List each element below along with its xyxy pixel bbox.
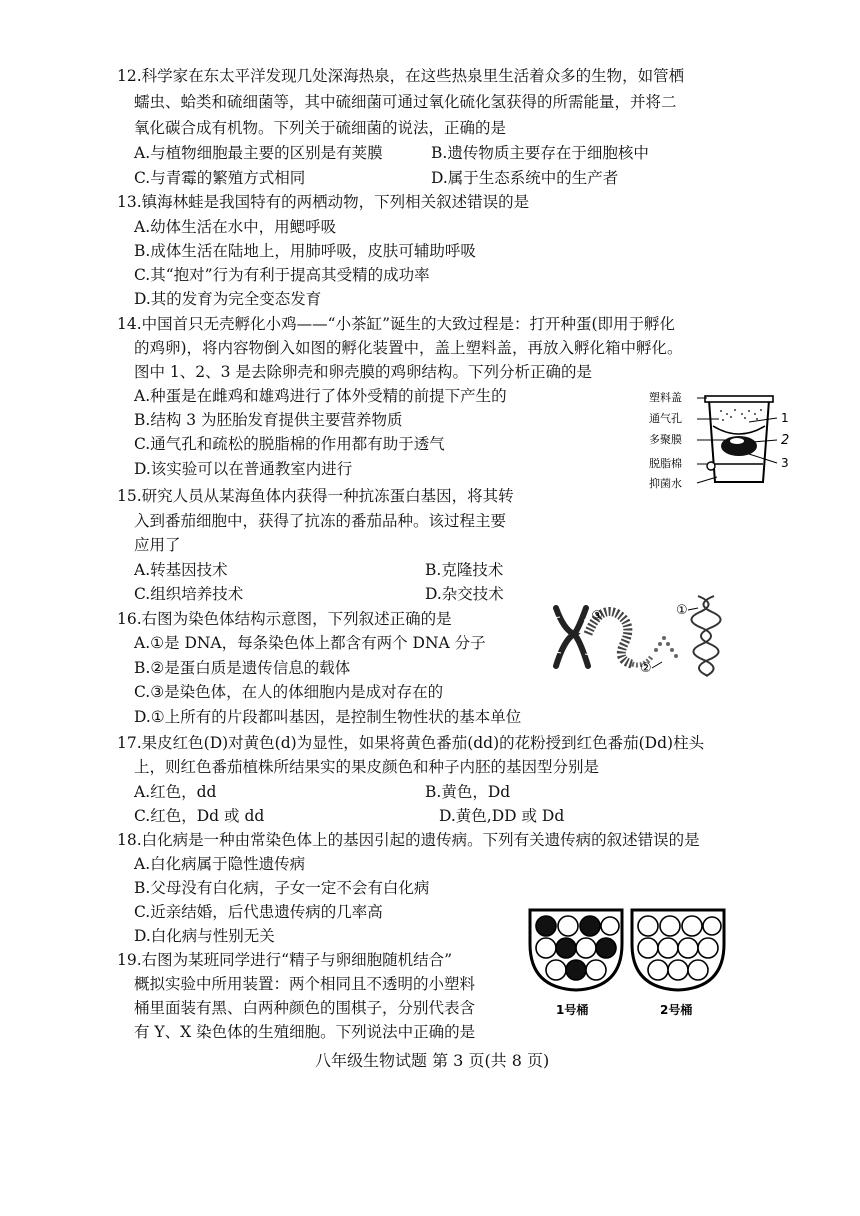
- q15-option-b: B.克隆技术: [425, 561, 504, 579]
- leader-mark-2: [652, 662, 662, 668]
- bucket-2-label: 2号桶: [660, 1003, 693, 1017]
- q18-option-d: D.白化病与性别无关: [134, 927, 275, 945]
- q16-stem: 16.右图为染色体结构示意图，下列叙述正确的是: [117, 610, 452, 628]
- bucket-2-pieces: [638, 916, 721, 980]
- q12-stem-line1: 12.科学家在东太平洋发现几处深海热泉，在这些热泉里生活着众多的生物，如管栖: [117, 67, 685, 85]
- incubator-lid: [705, 396, 773, 402]
- label-film: 多聚膜: [649, 433, 682, 446]
- q19-stem-line3: 桶里面装有黑、白两种颜色的围棋子，分别代表含: [134, 999, 476, 1017]
- q14-option-b: B.结构 3 为胚胎发育提供主要营养物质: [134, 411, 403, 429]
- q18-option-b: B.父母没有白化病，子女一定不会有白化病: [134, 879, 430, 897]
- label-vent: 通气孔: [649, 412, 682, 425]
- egg-embryo: [730, 438, 744, 444]
- label-cotton: 脱脂棉: [649, 457, 682, 470]
- q12-stem-line2: 蠕虫、蛤类和硫细菌等，其中硫细菌可通过氧化硫化氢获得的所需能量，并将二: [134, 93, 677, 111]
- q13-option-d: D.其的发育为完全变态发育: [134, 290, 322, 308]
- q12-option-b: B.遗传物质主要存在于细胞核中: [431, 144, 649, 162]
- q14-option-c: C.通气孔和疏松的脱脂棉的作用都有助于透气: [134, 435, 445, 453]
- incubator-figure: [645, 384, 795, 494]
- label-water: 抑菌水: [649, 477, 682, 490]
- air-hole: [707, 462, 715, 470]
- chromosome-figure: [548, 590, 738, 678]
- q14-option-d: D.该实验可以在普通教室内进行: [134, 460, 353, 478]
- q17-option-a: A.红色，dd: [134, 783, 217, 801]
- q15-stem-line1: 15.研究人员从某海鱼体内获得一种抗冻蛋白基因，将其转: [117, 487, 514, 505]
- q15-stem-line3: 应用了: [134, 536, 181, 554]
- q13-option-b: B.成体生活在陆地上，用肺呼吸，皮肤可辅助呼吸: [134, 242, 476, 260]
- q17-option-c: C.红色，Dd 或 dd: [134, 807, 265, 825]
- chromosome-x: [556, 608, 588, 666]
- mark-1: ①: [676, 603, 688, 618]
- q19-stem-line2: 概拟实验中所用装置：两个相同且不透明的小塑料: [134, 975, 476, 993]
- q17-option-d: D.黄色,DD 或 Dd: [439, 807, 565, 825]
- label-num-1: 1: [781, 411, 789, 425]
- q12-option-d: D.属于生态系统中的生产者: [431, 169, 619, 187]
- q18-option-a: A.白化病属于隐性遗传病: [134, 855, 306, 873]
- q19-stem-line4: 有 Y、X 染色体的生殖细胞。下列说法中正确的是: [134, 1023, 476, 1041]
- label-lid: 塑料盖: [649, 391, 682, 404]
- label-num-2: 2: [781, 433, 790, 448]
- mark-2: ②: [640, 661, 652, 676]
- q12-option-c: C.与青霉的繁殖方式相同: [134, 169, 306, 187]
- bucket-1-label: 1号桶: [556, 1003, 589, 1017]
- leader-mark-1: [688, 608, 698, 610]
- q15-stem-line2: 入到番茄细胞中，获得了抗冻的番茄品种。该过程主要: [134, 512, 507, 530]
- q14-stem-line2: 的鸡卵)，将内容物倒入如图的孵化装置中，盖上塑料盖，再放入孵化箱中孵化。: [134, 339, 683, 357]
- page-footer: 八年级生物试题 第 3 页(共 8 页): [315, 1051, 550, 1070]
- q18-stem: 18.白化病是一种由常染色体上的基因引起的遗传病。下列有关遗传病的叙述错误的是: [117, 831, 700, 849]
- q17-option-b: B.黄色，Dd: [425, 783, 511, 801]
- q12-option-a: A.与植物细胞最主要的区别是有荚膜: [134, 144, 383, 162]
- q14-option-a: A.种蛋是在雌鸡和雄鸡进行了体外受精的前提下产生的: [134, 387, 507, 405]
- q12-stem-line3: 氧化碳合成有机物。下列关于硫细菌的说法，正确的是: [134, 119, 507, 137]
- q16-option-d: D.①上所有的片段都叫基因，是控制生物性状的基本单位: [134, 708, 522, 726]
- q13-stem: 13.镇海林蛙是我国特有的两栖动物，下列相关叙述错误的是: [117, 193, 530, 211]
- q14-stem-line1: 14.中国首只无壳孵化小鸡——“小茶缸”诞生的大致过程是：打开种蛋(即用于孵化: [117, 315, 676, 333]
- q13-option-c: C.其“抱对”行为有利于提高其受精的成功率: [134, 266, 430, 284]
- q15-option-d: D.杂交技术: [425, 585, 504, 603]
- q13-option-a: A.幼体生活在水中，用鳃呼吸: [134, 218, 337, 236]
- mark-3: ③: [591, 609, 603, 624]
- buckets-figure: [526, 904, 730, 1034]
- bucket-1-pieces: [536, 916, 619, 980]
- q16-option-a: A.①是 DNA，每条染色体上都含有两个 DNA 分子: [134, 634, 486, 652]
- q17-stem-line2: 上，则红色番茄植株所结果实的果皮颜色和种子内胚的基因型分别是: [134, 758, 600, 776]
- q15-option-a: A.转基因技术: [134, 561, 228, 579]
- q16-option-c: C.③是染色体，在人的体细胞内是成对存在的: [134, 683, 444, 701]
- q14-stem-line3: 图中 1、2、3 是去除卵壳和卵壳膜的鸡卵结构。下列分析正确的是: [134, 363, 592, 381]
- q17-stem-line1: 17.果皮红色(D)对黄色(d)为显性，如果将黄色番茄(dd)的花粉授到红色番茄(Dd)柱头: [117, 734, 705, 752]
- label-num-3: 3: [781, 456, 789, 470]
- q15-option-c: C.组织培养技术: [134, 585, 244, 603]
- q16-option-b: B.②是蛋白质是遗传信息的载体: [134, 659, 351, 677]
- q18-option-c: C.近亲结婚，后代患遗传病的几率高: [134, 903, 383, 921]
- nucleosome-beads: [654, 636, 678, 658]
- q19-stem-line1: 19.右图为某班同学进行“精子与卵细胞随机结合”: [117, 951, 452, 969]
